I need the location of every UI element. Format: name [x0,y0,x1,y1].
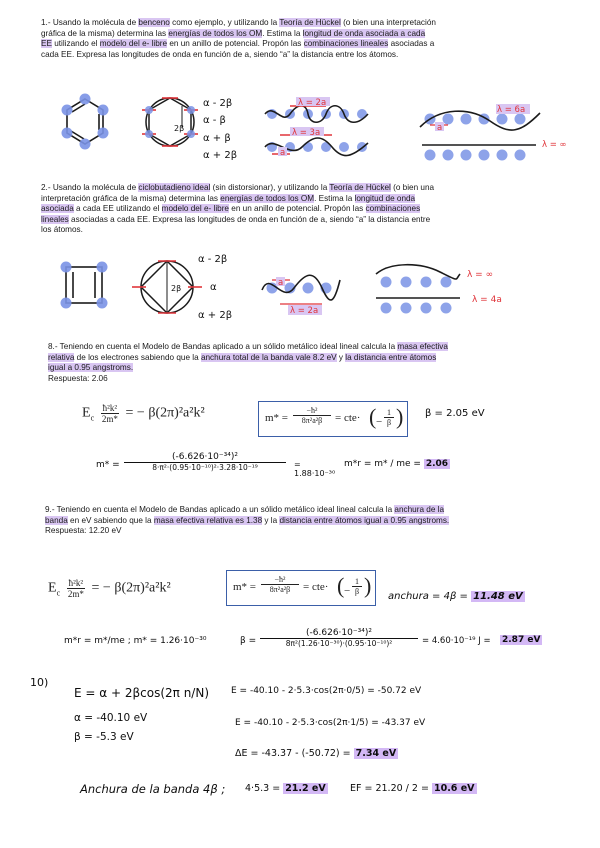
q9-ec-equation: $E_c$ $\frac{\text{ħ²k²}}{2m*}$ = − β(2π)²a²k² [48,578,171,599]
cbd-wave-2 [376,265,502,314]
q8-calc1: m* = (-6.626·10⁻³⁴)² 8·π²·(0.95·10⁻¹⁰)²·3.28·10⁻¹⁹ = 1.88·10⁻³⁰ [96,452,336,478]
q10-delta-result: 7.34 eV [355,748,397,759]
q8-ec-equation: $E_c$ $\frac{\text{ħ²k²}}{2m*}$ = − β(2π)²a²k² [82,403,205,424]
cbd-wave3-label: λ = 4a [472,295,502,305]
wave2-label: λ = 3a [292,128,321,138]
cbd-a-label: a [278,278,284,288]
frost-levels [142,98,198,146]
q10-beta: β = -5.3 eV [74,731,134,743]
q9-anchura: anchura = 4β = 11.48 eV [388,591,523,602]
q8-beta: β = 2.05 eV [425,408,485,419]
q8-answer: Respuesta: 2.06 [48,373,108,383]
frost-circle-cbd [141,261,193,313]
q10-energy-formula: E = α + 2βcos(2π n/N) [74,686,210,700]
wave4-label: λ = ∞ [542,140,567,150]
wave-a-label: a [280,148,286,158]
q1-statement: 1.- Usando la molécula de benceno como ejemplo, y utilizando la Teoría de Hückel (o bien una interpretación gráfica de la misma) determina las energías de todos los OM. Estima la longitud de onda asociada a cada EE utilizando el modelo del e- libre en un anillo de potencial. Propón las combinaciones lineales asociadas a cada EE. Expresa las longitudes de onda en función de a, siendo “a” la distancia entre los átomos. [41,18,436,59]
q9-beta-calc: β = (-6.626·10⁻³⁴)² 8π²(1.26·10⁻³⁰)·(0.95·10⁻¹⁰)² = 4.60·10⁻¹⁹ J = 2.87 eV [240,628,541,648]
level-a-b: α - β [203,115,226,126]
q8-calc2: m*r = m* / me = 2.06 [344,459,449,469]
level-a+2b: α + 2β [203,150,238,161]
q10-anchura: Anchura de la banda 4β ; [80,782,226,796]
wave2-a-label: a [437,123,443,133]
q8-result: 2.06 [425,459,449,469]
q10-e1: E = -40.10 - 2·5.3·cos(2π·1/5) = -43.37 eV [235,718,426,728]
q10-fermi: EF = 21.20 / 2 = 10.6 eV [350,783,475,794]
wave1-label: λ = 2a [298,98,327,108]
frost-center-label: 2β [174,124,185,133]
cbd-wave2-label: λ = ∞ [467,270,494,280]
level-a-2b: α - 2β [203,98,233,109]
q9-mstar-box: m* = −ħ² 8π²a²β = cte· ( − 1 β ) [226,570,376,606]
cbd-level-3: α + 2β [198,310,233,321]
q8-mstar-box: m* = −ħ² 8π²a²β = cte· ( − 1 β ) [258,401,408,437]
wave-diagram-1 [265,97,368,158]
q10-anchura-result: 21.2 eV [285,783,326,794]
q8-statement: 8.- Teniendo en cuenta el Modelo de Bandas aplicado a un sólido metálico ideal lineal calcula la masa efectiva relativa de los electrones sabiendo que la anchura total de la banda vale 8.2 eV y la distancia entre átomos igual a 0.95 angstroms. Respuesta: 2.06 [48,342,448,383]
q2-statement: 2.- Usando la molécula de ciclobutadieno ideal (sin distorsionar), y utilizando la Teoría de Hückel (o bien una interpretación gráfica de la misma) determina las energías de todos los OM. Estima la longitud de onda asociada a cada EE utilizando el modelo del e- libre en un anillo de potencial. Propón las combinaciones lineales asociadas a cada EE. Expresa las longitudes de onda en función de a, siendo “a” la distancia entre los átomos. [41,183,435,235]
q9-beta-result: 2.87 eV [502,635,541,645]
q2-figures [50,250,550,325]
cyclobutadiene [66,267,102,303]
q10-delta-e: ΔE = -43.37 - (-50.72) = 7.34 eV [235,748,397,759]
q10-fermi-result: 10.6 eV [433,783,475,794]
benzene-hexagon [67,99,103,144]
q9-mstar: m*r = m*/me ; m* = 1.26·10⁻³⁰ [64,636,207,646]
q9-result: 11.48 eV [473,591,523,602]
cbd-wave1-label: λ = 2a [290,306,319,316]
cbd-level-2: α [210,282,217,293]
q9-statement: 9.- Teniendo en cuenta el Modelo de Bandas aplicado a un sólido metálico ideal lineal calcula la anchura de la banda en eV sabiendo que la masa efectiva relativa es 1.38 y la distancia entre átomos igual a 0.95 angstroms. Respuesta: 12.20 eV [45,505,450,536]
q10-anchura-calc: 4·5.3 = 21.2 eV [245,783,326,794]
level-a+b: α + β [203,133,231,144]
q10-alpha: α = -40.10 eV [74,712,148,724]
benzene-atoms [62,94,109,150]
q10-e0: E = -40.10 - 2·5.3·cos(2π·0/5) = -50.72 eV [231,686,422,696]
cbd-center-label: 2β [171,284,182,293]
wave-diagram-2 [420,104,567,161]
wave3-label: λ = 6a [497,105,526,115]
q1-figures [50,85,580,170]
cbd-wave-1 [262,275,340,316]
q10-number: 10) [30,676,49,689]
frost-circle-benzene [146,98,194,146]
q9-answer: Respuesta: 12.20 eV [45,526,122,536]
cbd-level-1: α - 2β [198,254,228,265]
